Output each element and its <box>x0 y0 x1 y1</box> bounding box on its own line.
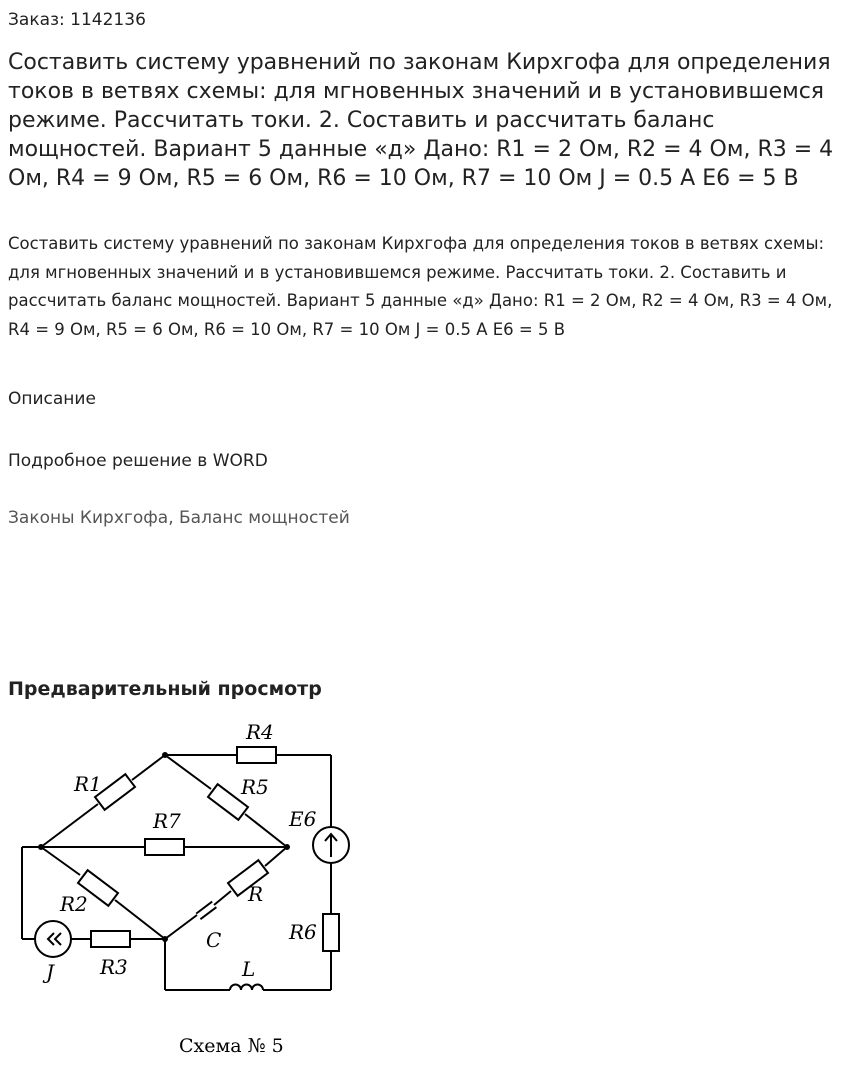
resistor-r7 <box>145 839 184 855</box>
current-source-j <box>35 921 71 957</box>
label-r2: R2 <box>60 892 88 916</box>
label-r4: R4 <box>246 720 274 744</box>
tag-separator: , <box>168 508 179 528</box>
label-r: R <box>248 882 264 906</box>
resistor-r3 <box>91 931 130 947</box>
label-r1: R1 <box>74 772 102 796</box>
label-r7: R7 <box>153 809 181 833</box>
resistor-r6 <box>323 914 339 951</box>
tag-link-power-balance[interactable]: Баланс мощностей <box>179 508 350 528</box>
label-e6: E6 <box>289 807 317 831</box>
label-r6: R6 <box>289 920 317 944</box>
order-number: Заказ: 1142136 <box>8 10 146 30</box>
capacitor-c <box>196 902 216 920</box>
tag-list <box>8 508 350 528</box>
circuit-wires <box>22 755 331 990</box>
tag-link-kirchhoff[interactable]: Законы Кирхгофа <box>8 508 169 528</box>
label-c: C <box>206 928 222 952</box>
circuit-diagram-svg <box>8 710 368 1062</box>
page-title: Составить систему уравнений по законам Кирхгофа для определения токов в ветвях схемы: для мгновенных значений и в установившемся режиме. Рассчитать токи. 2. Составить и рассчитать баланс мощностей. Вариант 5 данные «д» Дано: R1 = 2 Ом, R2 = 4 Ом, R3 = 4 Ом, R4 = 9 Ом, R5 = 6 Ом, R6 = 10 Ом, R7 = 10 Ом J = 0.5 А E6 = 5 В <box>8 50 834 191</box>
preview-heading: Предварительный просмотр <box>8 678 322 700</box>
solution-format: Подробное решение в WORD <box>8 451 268 471</box>
description-label: Описание <box>8 389 96 409</box>
label-l: L <box>242 957 256 981</box>
schema-caption: Схема № 5 <box>179 1035 284 1057</box>
voltage-source-e6 <box>313 827 349 863</box>
label-j: J <box>46 960 55 984</box>
label-r5: R5 <box>241 775 269 799</box>
circuit-schematic <box>8 710 368 1062</box>
task-description: Составить систему уравнений по законам Кирхгофа для определения токов в ветвях схемы: для мгновенных значений и в установившемся режиме. Рассчитать токи. 2. Составить и рассчитать баланс мощностей. Вариант 5 данные «д» Дано: R1 = 2 Ом, R2 = 4 Ом, R3 = 4 Ом, R4 = 9 Ом, R5 = 6 Ом, R6 = 10 Ом, R7 = 10 Ом J = 0.5 А E6 = 5 В <box>8 234 833 339</box>
label-r3: R3 <box>100 955 128 979</box>
resistor-r4 <box>237 747 276 763</box>
inductor-l <box>230 985 263 991</box>
